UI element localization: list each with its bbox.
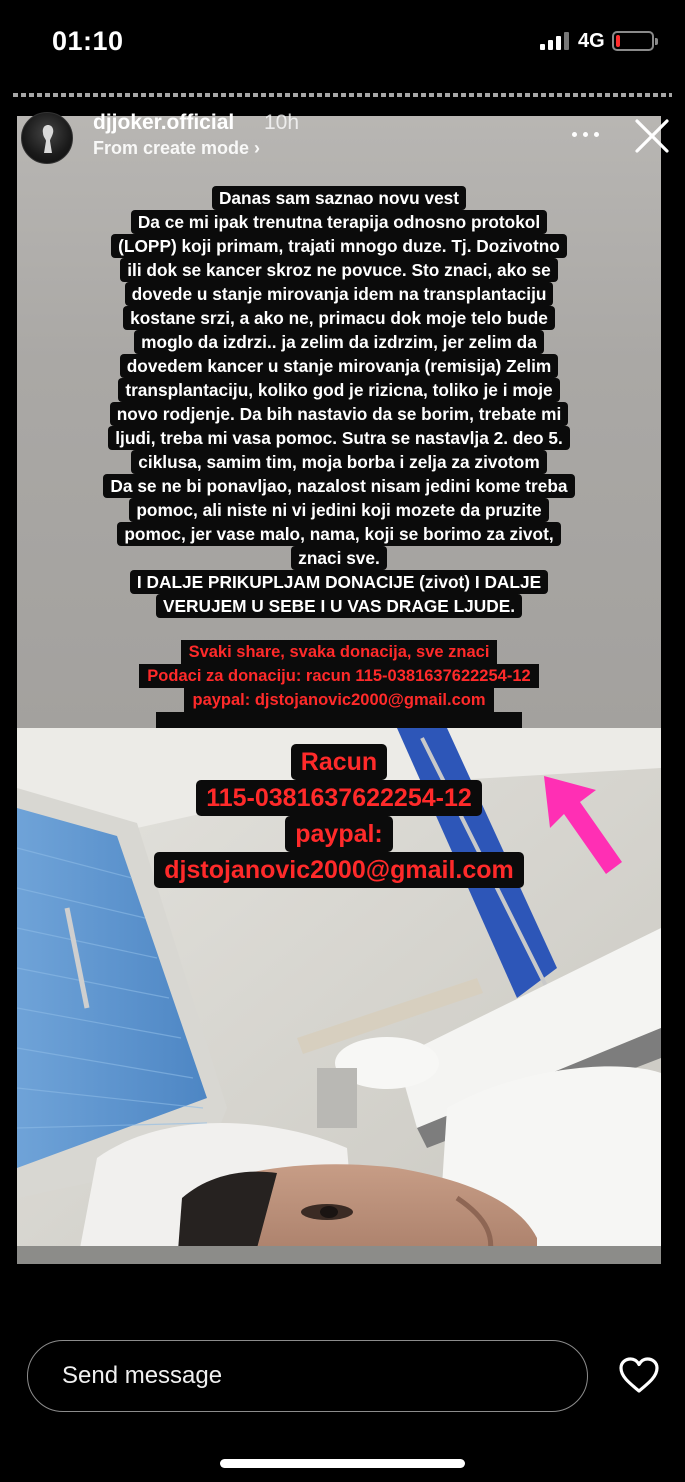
network-label: 4G bbox=[578, 30, 605, 52]
highlight-line: Racun bbox=[291, 744, 387, 780]
caption-line: novo rodjenje. Da bih nastavio da se borim, trebate mi bbox=[110, 402, 569, 426]
caption-line: transplantaciju, koliko god je rizicna, toliko je i moje bbox=[118, 378, 559, 402]
caption-line: znaci sve. bbox=[291, 546, 387, 570]
status-time: 01:10 bbox=[52, 26, 124, 56]
caption-line: Da ce mi ipak trenutna terapija odnosno protokol bbox=[131, 210, 547, 234]
caption-line: dovede u stanje mirovanja idem na transplantaciju bbox=[125, 282, 554, 306]
create-mode-link[interactable]: From create mode › bbox=[93, 138, 261, 158]
caption-line: moglo da izdrzi.. ja zelim da izdrzim, jer zelim da bbox=[134, 330, 544, 354]
story-username[interactable]: djjoker.official bbox=[93, 111, 235, 134]
caption-line: dovedem kancer u stanje mirovanja (remisija) Zelim bbox=[120, 354, 559, 378]
caption-line: pomoc, jer vase malo, nama, koji se borimo za zivot, bbox=[117, 522, 560, 546]
home-indicator bbox=[220, 1459, 465, 1468]
story-caption bbox=[17, 186, 661, 618]
caption-line: ljudi, treba mi vasa pomoc. Sutra se nastavlja 2. deo 5. bbox=[108, 426, 570, 450]
highlight-line: djstojanovic2000@gmail.com bbox=[154, 852, 524, 888]
battery-level bbox=[616, 35, 620, 47]
heart-icon[interactable] bbox=[618, 1356, 660, 1394]
donation-info bbox=[17, 640, 661, 728]
caption-line: (LOPP) koji primam, trajati mnogo duze. Tj. Dozivotno bbox=[111, 234, 567, 258]
story-time-ago: 10h bbox=[264, 111, 300, 134]
story-progress-bar bbox=[13, 93, 672, 97]
arrow-up-left-icon bbox=[536, 770, 626, 880]
highlight-line: 115-0381637622254-12 bbox=[196, 780, 482, 816]
caption-line: ili dok se kancer skroz ne povuce. Sto znaci, ako se bbox=[120, 258, 558, 282]
battery-icon bbox=[612, 31, 654, 51]
caption-line: ciklusa, samim tim, moja borba i zelja za zivotom bbox=[131, 450, 546, 474]
caption-line: pomoc, ali niste ni vi jedini koji mozete da pruzite bbox=[129, 498, 548, 522]
caption-line: Da se ne bi ponavljao, nazalost nisam jedini kome treba bbox=[103, 474, 574, 498]
send-message-input[interactable] bbox=[27, 1340, 588, 1412]
donation-line: Podaci za donaciju: racun 115-0381637622254-12 bbox=[139, 664, 538, 688]
donation-line: paypal: djstojanovic2000@gmail.com bbox=[184, 688, 493, 712]
highlight-line: paypal: bbox=[285, 816, 393, 852]
profile-avatar[interactable] bbox=[21, 112, 73, 164]
donation-block-padding bbox=[156, 712, 522, 728]
status-bar bbox=[0, 0, 685, 84]
avatar-figure-icon bbox=[36, 123, 60, 155]
donation-line: Svaki share, svaka donacija, sve znaci bbox=[181, 640, 498, 664]
caption-line: VERUJEM U SEBE I U VAS DRAGE LJUDE. bbox=[156, 594, 522, 618]
signal-icon bbox=[540, 32, 570, 50]
caption-line: Danas sam saznao novu vest bbox=[212, 186, 466, 210]
caption-line: I DALJE PRIKUPLJAM DONACIJE (zivot) I DALJE bbox=[130, 570, 548, 594]
caption-line: kostane srzi, a ako ne, primacu dok moje telo bude bbox=[123, 306, 555, 330]
close-icon[interactable] bbox=[634, 118, 670, 154]
more-horizontal-icon[interactable] bbox=[572, 132, 600, 138]
